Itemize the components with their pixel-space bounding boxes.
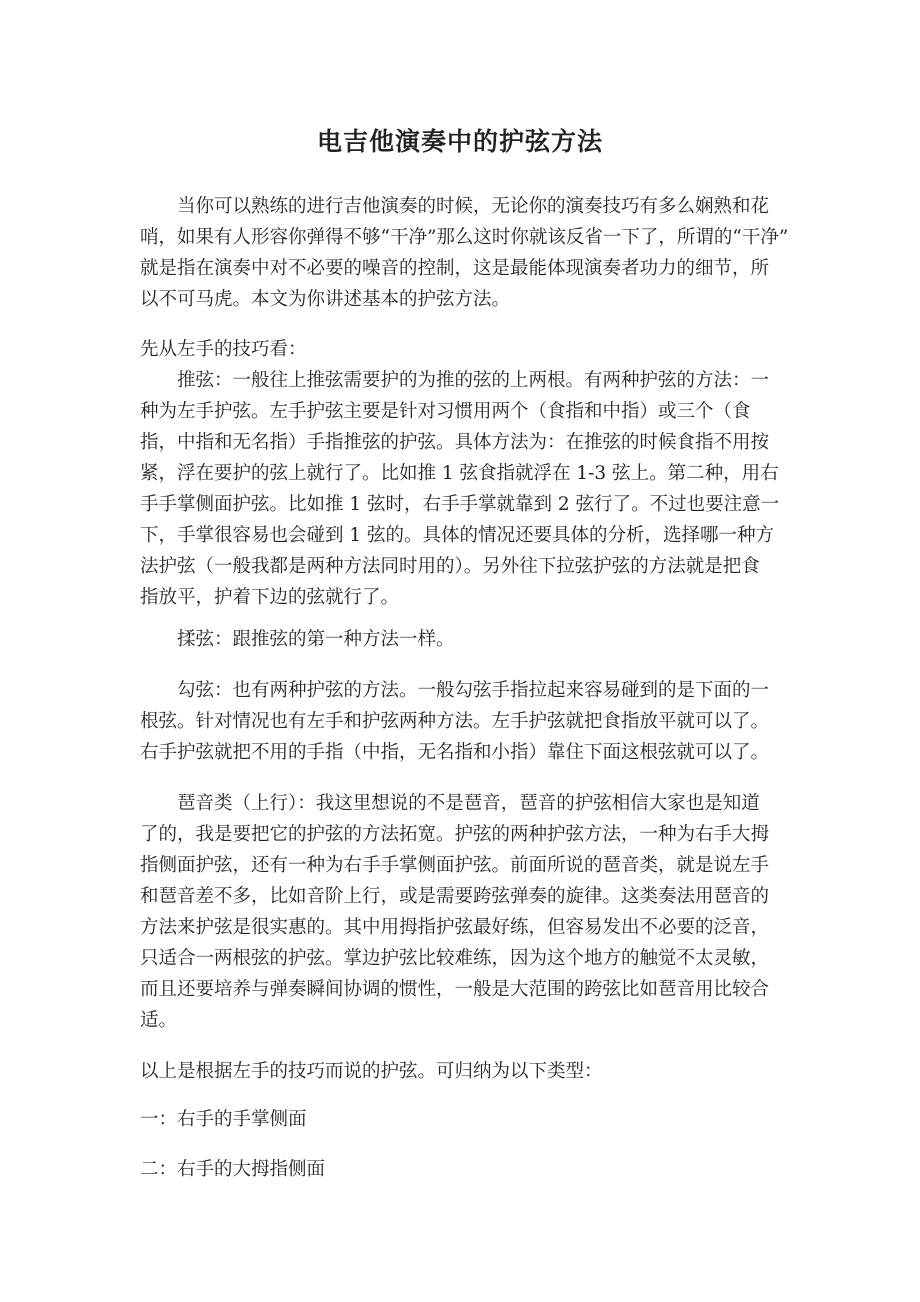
left-hand-heading xyxy=(140,334,307,365)
text-line: 琶音类（上行）：我这里想说的不是琶音，琶音的护弦相信大家也是知道 xyxy=(140,793,760,814)
text-line: 指，中指和无名指）手指推弦的护弦。具体方法为：在推弦的时候食指不用按 xyxy=(140,432,770,453)
text-line: 以不可马虎。本文为你讲述基本的护弦方法。 xyxy=(140,289,511,310)
text-line: 了的，我是要把它的护弦的方法拓宽。护弦的两种护弦方法，一种为右手大拇 xyxy=(140,824,770,845)
text-line: 方法来护弦是很实惠的。其中用拇指护弦最好练，但容易发出不必要的泛音， xyxy=(140,917,770,938)
intro-paragraph xyxy=(140,191,788,315)
text-line: 揉弦：跟推弦的第一种方法一样。 xyxy=(140,629,455,650)
text-line: 紧，浮在要护的弦上就行了。比如推 1 弦食指就浮在 1-3 弦上。第二种，用右 xyxy=(140,463,779,484)
text-line: 先从左手的技巧看： xyxy=(140,339,307,360)
text-line: 一：右手的手掌侧面 xyxy=(140,1109,307,1130)
text-line: 勾弦：也有两种护弦的方法。一般勾弦手指拉起来容易碰到的是下面的一 xyxy=(140,680,770,701)
text-line: 当你可以熟练的进行吉他演奏的时候，无论你的演奏技巧有多么娴熟和花 xyxy=(140,196,770,217)
text-line: 而且还要培养与弹奏瞬间协调的惯性，一般是大范围的跨弦比如琶音用比较合 xyxy=(140,979,770,1000)
vibrato-paragraph xyxy=(140,624,455,655)
text-line: 推弦：一般往上推弦需要护的为推的弦的上两根。有两种护弦的方法：一 xyxy=(140,370,770,391)
text-line: 和琶音差不多，比如音阶上行，或是需要跨弦弹奏的旋律。这类奏法用琶音的 xyxy=(140,886,770,907)
summary-paragraph xyxy=(140,1056,603,1087)
text-line: 根弦。针对情况也有左手和护弦两种方法。左手护弦就把食指放平就可以了。 xyxy=(140,711,770,732)
text-line: 以上是根据左手的技巧而说的护弦。可归纳为以下类型： xyxy=(140,1061,603,1082)
hammer-pull-paragraph xyxy=(140,675,769,768)
text-line: 适。 xyxy=(140,1010,178,1031)
text-line: 手手掌侧面护弦。比如推 1 弦时，右手手掌就靠到 2 弦行了。不过也要注意一 xyxy=(140,494,780,515)
text-line: 指侧面护弦，还有一种为右手手掌侧面护弦。前面所说的琶音类，就是说左手 xyxy=(140,855,770,876)
text-line: 只适合一两根弦的护弦。掌边护弦比较难练，因为这个地方的触觉不太灵敏， xyxy=(140,948,770,969)
text-line: 种为左手护弦。左手护弦主要是针对习惯用两个（食指和中指）或三个（食 xyxy=(140,401,751,422)
arpeggio-paragraph xyxy=(140,788,769,1036)
bend-paragraph xyxy=(140,365,779,613)
text-line: 右手护弦就把不用的手指（中指，无名指和小指）靠住下面这根弦就可以了。 xyxy=(140,742,770,763)
list-item-2 xyxy=(140,1154,325,1185)
text-line: 下，手掌很容易也会碰到 1 弦的。具体的情况还要具体的分析，选择哪一种方 xyxy=(140,525,775,546)
text-line: 法护弦（一般我都是两种方法同时用的）。另外往下拉弦护弦的方法就是把食 xyxy=(140,556,760,577)
list-item-1 xyxy=(140,1104,307,1135)
text-line: 二：右手的大拇指侧面 xyxy=(140,1159,326,1180)
text-line: 就是指在演奏中对不必要的噪音的控制，这是最能体现演奏者功力的细节，所 xyxy=(140,258,770,279)
text-line: 指放平，护着下边的弦就行了。 xyxy=(140,587,400,608)
text-line: 哨，如果有人形容你弹得不够“干净”那么这时你就该反省一下了，所谓的“干净” xyxy=(140,227,789,248)
document-title: 电吉他演奏中的护弦方法 xyxy=(316,127,603,156)
